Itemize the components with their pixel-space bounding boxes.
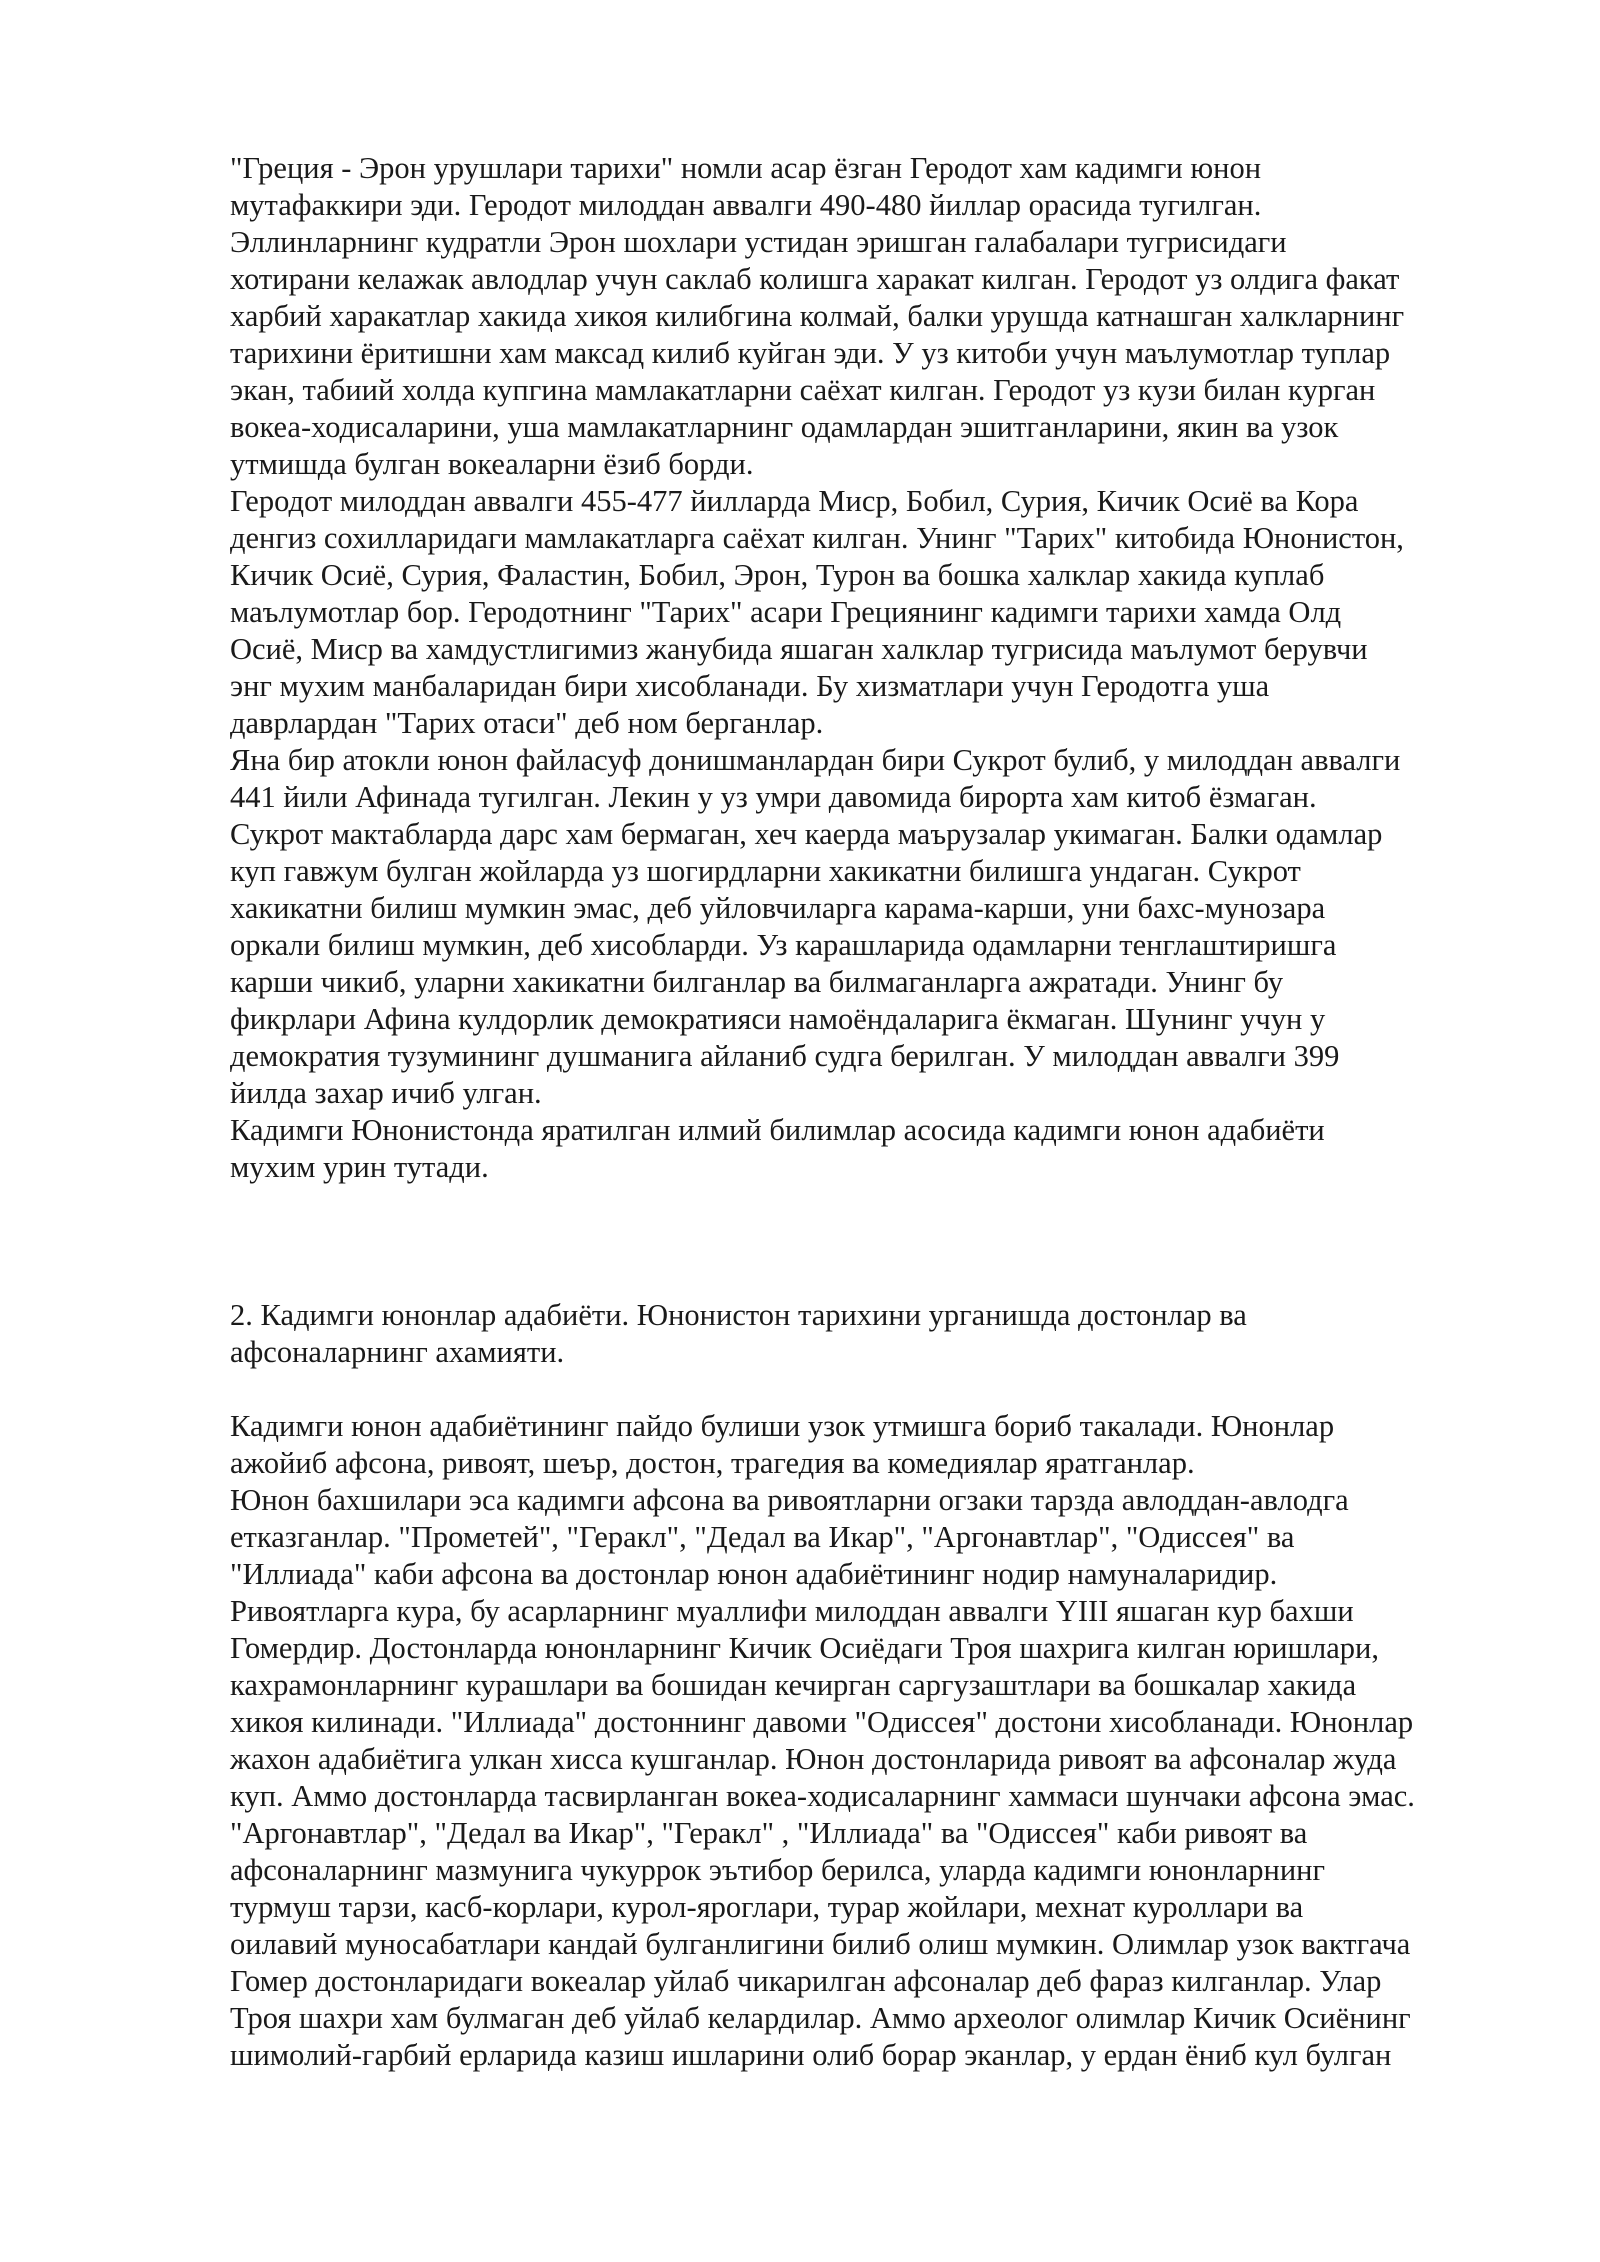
text-line: Яна бир атокли юнон файласуф донишманлардан бири Сукрот булиб, у милоддан аввалги bbox=[230, 743, 1401, 777]
text-line: энг мухим манбаларидан бири хисобланади. Бу хизматлари учун Геродотга уша bbox=[230, 669, 1270, 703]
text-line: карши чикиб, уларни хакикатни билганлар ва билмаганларга ажратади. Унинг бу bbox=[230, 965, 1284, 999]
text-line: 441 йили Афинада тугилган. Лекин у уз умри давомида бирорта хам китоб ёзмаган. bbox=[230, 780, 1317, 814]
text-line: Эллинларнинг кудратли Эрон шохлари устидан эришган галабалари тугрисидаги bbox=[230, 225, 1287, 259]
text-line: даврлардан "Тарих отаси" деб ном берганлар. bbox=[230, 706, 824, 740]
text-line: Троя шахри хам булмаган деб уйлаб келардилар. Аммо археолог олимлар Кичик Осиёнинг bbox=[230, 2001, 1411, 2035]
section-2 bbox=[230, 1297, 1530, 2074]
text-line: жахон адабиётига улкан хисса кушганлар. Юнон достонларида ривоят ва афсоналар жуда bbox=[230, 1742, 1397, 1776]
text-line: Кадимги юнон адабиётининг пайдо булиши узок утмишга бориб такалади. Юнонлар bbox=[230, 1409, 1335, 1443]
text-line: Геродот милоддан аввалги 455-477 йилларда Миср, Бобил, Сурия, Кичик Осиё ва Кора bbox=[230, 484, 1359, 518]
text-line: мухим урин тутади. bbox=[230, 1150, 489, 1184]
text-line: оркали билиш мумкин, деб хисобларди. Уз карашларида одамларни тенглаштиришга bbox=[230, 928, 1337, 962]
text-line: йилда захар ичиб улган. bbox=[230, 1076, 542, 1110]
text-line: экан, табиий холда купгина мамлакатларни саёхат килган. Геродот уз кузи билан курган bbox=[230, 373, 1376, 407]
spacer bbox=[230, 1371, 1530, 1408]
text-line: хакикатни билиш мумкин эмас, деб уйловчиларга карама-карши, уни бахс-мунозара bbox=[230, 891, 1326, 925]
text-line: тарихини ёритишни хам максад килиб куйган эди. У уз китоби учун маълумотлар туплар bbox=[230, 336, 1391, 370]
text-line: оилавий муносабатлари кандай булганлигини билиб олиш мумкин. Олимлар узок вактгача bbox=[230, 1927, 1411, 1961]
paragraph-greek-literature-intro bbox=[230, 1112, 1530, 1186]
text-line: афсоналарнинг мазмунига чукуррок эътибор берилса, уларда кадимги юнонларнинг bbox=[230, 1853, 1326, 1887]
document-page bbox=[230, 150, 1530, 2074]
text-line: куп. Аммо достонларда тасвирланган вокеа-ходисаларнинг хаммаси шунчаки афсона эмас. bbox=[230, 1779, 1415, 1813]
text-line: Кичик Осиё, Сурия, Фаластин, Бобил, Эрон, Турон ва бошка халклар хакида куплаб bbox=[230, 558, 1325, 592]
text-line: утмишда булган вокеаларни ёзиб борди. bbox=[230, 447, 754, 481]
section-heading bbox=[230, 1297, 1530, 1371]
text-line: хикоя килинади. "Иллиада" достоннинг давоми "Одиссея" достони хисобланади. Юнонлар bbox=[230, 1705, 1414, 1739]
text-line: хотирани келажак авлодлар учун саклаб колишга харакат килган. Геродот уз олдига факат bbox=[230, 262, 1400, 296]
text-line: Осиё, Миср ва хамдустлигимиз жанубида яшаган халклар тугрисида маълумот берувчи bbox=[230, 632, 1368, 666]
paragraph-socrates bbox=[230, 742, 1530, 1112]
text-line: кахрамонларнинг курашлари ва бошидан кечирган саргузаштлари ва бошкалар хакида bbox=[230, 1668, 1357, 1702]
paragraph-literature-origins bbox=[230, 1408, 1530, 1482]
paragraph-herodotus-intro bbox=[230, 150, 1530, 483]
text-line: етказганлар. "Прометей", "Геракл", "Дедал ва Икар", "Аргонавтлар", "Одиссея" ва bbox=[230, 1520, 1295, 1554]
text-line: Юнон бахшилари эса кадимги афсона ва ривоятларни огзаки тарзда авлоддан-авлодга bbox=[230, 1483, 1349, 1517]
text-line: "Аргонавтлар", "Дедал ва Икар", "Геракл" , "Иллиада" ва "Одиссея" каби ривоят ва bbox=[230, 1816, 1308, 1850]
text-line: Сукрот мактабларда дарс хам бермаган, хеч каерда маърузалар укимаган. Балки одамлар bbox=[230, 817, 1383, 851]
heading-line: афсоналарнинг ахамияти. bbox=[230, 1335, 565, 1369]
text-line: харбий харакатлар хакида хикоя килибгина колмай, балки урушда катнашган халкларнинг bbox=[230, 299, 1405, 333]
text-line: "Иллиада" каби афсона ва достонлар юнон адабиётининг нодир намуналаридир. bbox=[230, 1557, 1278, 1591]
text-line: вокеа-ходисаларини, уша мамлакатларнинг одамлардан эшитганларини, якин ва узок bbox=[230, 410, 1339, 444]
paragraph-herodotus-travels bbox=[230, 483, 1530, 742]
heading-line: 2. Кадимги юнонлар адабиёти. Юнонистон тарихини урганишда достонлар ва bbox=[230, 1298, 1247, 1332]
text-line: куп гавжум булган жойларда уз шогирдларни хакикатни билишга ундаган. Сукрот bbox=[230, 854, 1301, 888]
text-line: ажойиб афсона, ривоят, шеър, достон, трагедия ва комедиялар яратганлар. bbox=[230, 1446, 1195, 1480]
text-line: Кадимги Юнонистонда яратилган илмий билимлар асосида кадимги юнон адабиёти bbox=[230, 1113, 1325, 1147]
paragraph-homer-epics bbox=[230, 1482, 1530, 2074]
text-line: шимолий-гарбий ерларида казиш ишларини олиб борар эканлар, у ердан ёниб кул булган bbox=[230, 2038, 1392, 2072]
text-line: турмуш тарзи, касб-корлари, курол-яроглари, турар жойлари, мехнат куроллари ва bbox=[230, 1890, 1304, 1924]
text-line: демократия тузумининг душманига айланиб судга берилган. У милоддан аввалги 399 bbox=[230, 1039, 1340, 1073]
text-line: Ривоятларга кура, бу асарларнинг муаллифи милоддан аввалги YIII яшаган кур бахши bbox=[230, 1594, 1354, 1628]
text-line: маълумотлар бор. Геродотнинг "Тарих" асари Грециянинг кадимги тарихи хамда Олд bbox=[230, 595, 1342, 629]
text-line: фикрлари Афина кулдорлик демократияси намоёндаларига ёкмаган. Шунинг учун у bbox=[230, 1002, 1326, 1036]
text-line: Гомер достонларидаги вокеалар уйлаб чикарилган афсоналар деб фараз килганлар. Улар bbox=[230, 1964, 1382, 1998]
text-line: Гомердир. Достонларда юнонларнинг Кичик Осиёдаги Троя шахрига килган юришлари, bbox=[230, 1631, 1379, 1665]
text-line: "Греция - Эрон урушлари тарихи" номли асар ёзган Геродот хам кадимги юнон bbox=[230, 151, 1262, 185]
text-line: мутафаккири эди. Геродот милоддан аввалги 490-480 йиллар орасида тугилган. bbox=[230, 188, 1262, 222]
text-line: денгиз сохилларидаги мамлакатларга саёхат килган. Унинг "Тарих" китобида Юнонистон, bbox=[230, 521, 1404, 555]
spacer bbox=[230, 1186, 1530, 1297]
section-1 bbox=[230, 150, 1530, 1186]
